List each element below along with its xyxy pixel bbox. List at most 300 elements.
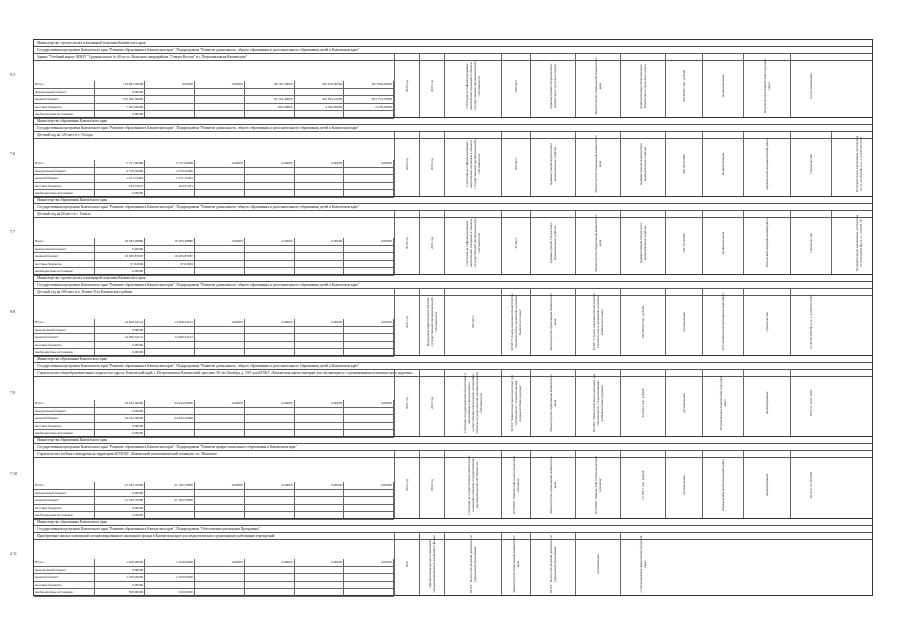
attribute-text: Положительное заключение экспертизы от 02.03.2018 № 41-1-1-3-0005-18 [855,214,863,271]
financing-value: 1 050,00000 [145,559,195,566]
attribute-cell [620,370,665,436]
financing-row [34,490,394,498]
row-program: Государственная программа Камчатского края "Развитие образования в Камчатском крае". Подпрограмма "Обеспечение реализации Программы" [34,526,872,533]
financing-value [195,246,245,253]
row-program: Государственная программа Камчатского края "Развитие образования в Камчатском крае". Подпрограмма "Развитие дошкольного, общего образования и дополнительного образования детей в Камчатском крае" [34,204,872,211]
attribute-text: Администрация Карагинского муниципального района [549,142,557,186]
attribute-cell [665,54,702,117]
financing-label: Итого [34,319,95,326]
attribute-cell [620,211,665,274]
financing-value [145,490,195,497]
attribute-cell [665,289,702,355]
row-object: Приобретение жилых помещений специализированного жилищного фонда в Камчатском крае для педагогических и руководящих работников учреждений [34,533,872,540]
row-program: Государственная программа Камчатского края "Развитие образования в Камчатском крае". Подпрограмма "Развитие дошкольного, общего образования и дополнительного образования детей в Камчатском крае" [34,363,872,370]
financing-value [344,175,394,182]
financing-value: 0,00000 [95,268,145,275]
table-row [10,355,873,436]
financing-value: 0,00000 [245,400,295,407]
financing-value: 0,00000 [295,400,345,407]
attribute-text: Субсидия на софинансирование капитальных вложений в объекты государственной (муниципальной) собственности [465,139,481,189]
financing-value [145,327,195,334]
financing-value: 0,00000 [95,430,145,437]
row-header: Министерство образования Камчатского края [34,356,872,363]
financing-value [145,582,195,589]
table-row [10,274,873,355]
row-header: Министерство образования Камчатского края [34,437,872,444]
financing-value: 19 583,48880 [145,238,195,245]
attribute-text: Министерство образования Камчатского края [549,293,557,351]
financing-value [344,423,394,430]
attribute-cell [530,451,575,518]
financing-value: 5 727,09489 [95,160,145,167]
financing-label: краевой бюджет [34,415,95,422]
attribute-cell [444,54,501,117]
financing-value: 0,00000 [295,160,345,167]
financing-value: 21 182,70000 [145,497,195,504]
attribute-cell [702,370,743,436]
financing-value: 19 583,48880 [95,238,145,245]
financing-value: 435 874,10000 [295,96,345,103]
attribute-text: после заключения [809,72,813,99]
attribute-text: КГКУ "Центр обеспечения деятельности учреждений образования" [469,535,477,593]
row-object: Детский сад на 120 мест в с. Оссора [34,132,872,139]
attribute-cell [831,132,886,196]
attribute-cell [444,370,501,436]
row-number: 2.11 [10,550,17,556]
financing-value [344,408,394,415]
attribute-text: г. Петропавловск-Камчатский городской округ [639,535,647,593]
attribute-text: КГПОБУ "Камчатский политехнический техникум" [512,455,520,514]
financing-label: Итого [34,238,95,245]
attribute-cell [575,451,620,518]
attribute-text: Администрация Тигильского муниципального района [549,222,557,263]
financing-value: 164,57941 [95,183,145,190]
financing-value [195,415,245,422]
financing-value: 0,00000 [95,89,145,96]
attribute-cell [501,132,530,196]
financing-value: 0,00000 [95,342,145,349]
attribute-cell [419,533,444,595]
attribute-columns [394,132,872,196]
row-header: Министерство образования Камчатского края [34,197,872,204]
financing-label: местные бюджеты [34,505,95,512]
financing-value: 4 564,90000 [295,104,345,111]
financing-value [344,342,394,349]
attribute-cell [790,370,831,436]
financing-value [344,567,394,574]
attribute-cell [702,451,743,518]
financing-value: 0,00000 [344,482,394,489]
financing-value [195,582,245,589]
financing-value [295,175,345,182]
financing-value [344,574,394,581]
financing-value [245,334,295,341]
financing-row [34,261,394,269]
attribute-text: строительство [809,153,813,175]
attribute-text: региональная [596,554,600,574]
financing-value [295,582,345,589]
financing-value [295,574,345,581]
financing-row [34,497,394,505]
financing-label: федеральный бюджет [34,89,95,96]
financing-value: 300,00000 [95,589,145,596]
attribute-cell [575,211,620,274]
attribute-cell [530,132,575,196]
financing-row [34,246,394,254]
attribute-text: Субсидии государственным бюджетным и автономным учреждениям на осуществление капитальных вложений в объекты государственной (муниципальной) собственности [463,372,483,434]
financing-value: 0,00000 [95,349,145,356]
financing-row [34,589,394,597]
financing-value [344,168,394,175]
attribute-cell [530,533,575,595]
financing-value: 43 735,40000 [245,96,295,103]
financing-value [195,327,245,334]
financing-value [145,567,195,574]
attribute-text: муниципальная [721,74,725,97]
attribute-text: 460 мест [514,79,518,92]
financing-row [34,238,394,246]
financing-value: 14 666,54741 [95,319,145,326]
financing-value: 710 963,30000 [95,81,145,88]
financing-label: местные бюджеты [34,423,95,430]
attribute-columns [394,211,872,274]
attribute-text: 200 мест [514,157,518,171]
financing-value: 21 182,70000 [145,482,195,489]
attribute-text: Субсидии на осуществление капитальных вложений в объекты государственной (муниципальной) собственности [467,454,479,515]
financing-value: 0,00000 [245,319,295,326]
row-object: Детский сад на 200 мест в п. Ключи Усть-Камчатского района [34,289,872,296]
attribute-cell [444,211,501,274]
row-object: Детский сад на 60 мест в с. Тигиль [34,211,872,218]
financing-value [195,408,245,415]
financing-value [195,261,245,268]
row-header: Министерство строительства и жилищной политики Камчатского края [34,40,872,47]
financing-value: 4 579,36490 [145,168,195,175]
attribute-cell [620,533,665,595]
financing-value [295,415,345,422]
financing-value: 0,00000 [344,160,394,167]
financing-label: краевой бюджет [34,253,95,260]
financing-value [295,334,345,341]
row-program: Государственная программа Камчатского края "Развитие образования в Камчатском крае". Подпрограмма "Развитие дошкольного, общего образования и дополнительного образования детей в Камчатском крае" [34,282,872,289]
financing-value: 21 182,70000 [95,497,145,504]
financing-value [145,246,195,253]
financing-value [195,342,245,349]
financing-label: федеральный бюджет [34,408,95,415]
financing-label: федеральный бюджет [34,246,95,253]
row-number: 9.5 [10,72,15,78]
attribute-text: Администрация Петропавловск-Камчатского городского округа [639,62,647,109]
row-object: Строительство учебного автодрома на территории КГПОБУ «Камчатский политехнический техникум» в г. Мильково [34,451,872,458]
financing-row [34,327,394,335]
financing-value [245,342,295,349]
financing-value: 34 634,30000 [95,415,145,422]
financing-value [295,327,345,334]
attribute-cell [501,289,530,355]
financing-row [34,423,394,431]
financing-value: 0,00000 [95,505,145,512]
attribute-text: КГКУ "Камчатская школа-интернат для обучающихся с ограниченными возможностями здоровья" [510,375,522,431]
financing-row [34,559,394,567]
attribute-text: Министерство образования Камчатского края [594,56,602,115]
financing-value [245,574,295,581]
financing-value [245,253,295,260]
attribute-text: от 30.09.2020 № 41-1-1-3-048310-2020 [809,295,813,349]
financing-value [245,168,295,175]
attribute-text: 445 868,09 тыс. рублей [641,305,645,339]
financing-value: 0,00000 [95,423,145,430]
financing-row [34,183,394,191]
financing-value [195,589,245,596]
attribute-text: Положительное заключение экспертизы от 21.10.2019 № 41-1-1-3-030123-2019 [855,135,863,193]
financing-label: федеральный бюджет [34,327,95,334]
table-row [10,436,873,518]
financing-value: 0,00000 [344,400,394,407]
financing-value [295,253,345,260]
financing-value [195,574,245,581]
financing-value: 97,61849 [145,261,195,268]
financing-value: 0,00000 [95,190,145,197]
financing-row [34,342,394,350]
financing-value: 4 579,36490 [95,168,145,175]
financing-label: внебюджетные источники [34,589,95,596]
financing-value [195,253,245,260]
financing-value [245,490,295,497]
financing-value: 0,00000 [195,81,245,88]
financing-value: 0,00000 [195,319,245,326]
financing-value [245,183,295,190]
attribute-text: 2020 год [430,478,434,491]
financing-value [245,175,295,182]
financing-value [344,582,394,589]
attribute-cell [530,289,575,355]
attribute-cell [665,451,702,518]
financing-value [295,342,345,349]
attribute-cell [575,370,620,436]
financing-value: 0,00000 [245,238,295,245]
financing-value [195,175,245,182]
financing-value [344,89,394,96]
row-number: 9.8 [10,308,15,314]
attribute-text: Министерство образования Камчатского края [512,535,520,593]
financing-row [34,505,394,513]
attribute-text: 2020 год [405,79,409,92]
row-header: Министерство образования Камчатского края [34,519,872,526]
financing-value [245,415,295,422]
financing-value: 19 485,87087 [95,253,145,260]
financing-table [34,160,394,198]
attribute-cell [620,289,665,355]
attribute-text: 704 964,01 тыс. рублей [682,69,686,102]
financing-value: 0,00000 [95,582,145,589]
attribute-cell [501,370,530,436]
financing-value: 250,00000 [145,589,195,596]
attribute-text: 165 752,49600 [682,232,686,253]
financing-value [245,497,295,504]
attribute-cell [394,54,419,117]
row-object: Здание "Учебный корпус МБОУ "Средняя школа № 40 по ул. Вольского микрорайона "Северо-Восток" в г. Петропавловске-Камчатском" [34,54,872,61]
financing-row [34,574,394,582]
financing-label: Итого [34,81,95,88]
financing-value [195,334,245,341]
attribute-text: Министерство образования Камчатского края [594,135,602,193]
attribute-cell [444,451,501,518]
attribute-cell [501,451,530,518]
attribute-text: Министерство образования Камчатского края [549,374,557,432]
financing-value: 7 603,00000 [95,104,145,111]
financing-value [245,246,295,253]
financing-value: 34 634,30000 [145,400,195,407]
financing-label: краевой бюджет [34,175,95,182]
attribute-cell [394,370,419,436]
financing-value: 0,00000 [145,81,195,88]
attribute-text: муниципальная [721,153,725,175]
attribute-cell [702,54,743,117]
attribute-cell [575,289,620,355]
financing-value: 97,61849 [95,261,145,268]
financing-value: 207 836,00000 [344,81,394,88]
financing-value [344,505,394,512]
financing-value [344,490,394,497]
attribute-text: КГПОБУ "Камчатский политехнический техникум" [594,455,602,514]
financing-value: 450 670,00000 [295,81,345,88]
financing-value [295,261,345,268]
attribute-text: 2019 год [405,236,409,249]
financing-value: 0,00000 [344,559,394,566]
financing-value [344,253,394,260]
financing-label: местные бюджеты [34,104,95,111]
financing-row [34,253,394,261]
financing-value [295,497,345,504]
attribute-text: 2021 год [405,316,409,328]
financing-value [295,183,345,190]
financing-value: 0,00000 [295,238,345,245]
financing-label: Итого [34,400,95,407]
attribute-cell [665,370,702,436]
row-number: 7.9 [10,389,15,395]
financing-value: 0,00000 [245,559,295,566]
financing-value: 0,00000 [245,482,295,489]
row-program: Государственная программа Камчатского края "Развитие образования в Камчатском крае". Подпрограмма "Развитие дошкольного, общего образования и дополнительного образования детей в Камчатском крае" [34,125,872,132]
financing-value: 0,00000 [195,559,245,566]
financing-value [145,104,195,111]
attribute-cell [575,533,620,595]
attribute-text: ПСД от 31.08.2020 [809,471,813,498]
financing-value: 0,00000 [95,327,145,334]
attribute-text: 2023 год [430,397,434,409]
attribute-cell [702,211,743,274]
financing-value: 703 360,36000 [95,96,145,103]
financing-value: 164,57941 [145,183,195,190]
attribute-cell [743,132,790,196]
financing-value [195,96,245,103]
financing-label: федеральный бюджет [34,168,95,175]
financing-value: 14 666,54741 [95,334,145,341]
attribute-cell [575,132,620,196]
financing-value: 1 050,00000 [95,559,145,566]
row-object: Строительство общеобразовательного корпуса по адресу: Камчатский край, г. Петропавловск-Камчатский, проспект 50 лет Октября, д. 19/5 для КГОБУ «Камчатская школа-интернат для обучающихся с ограниченными возможностями здоровья» [34,370,872,377]
financing-value: 2 078,30000 [344,104,394,111]
attribute-cell [743,211,790,274]
financing-value: 0,00000 [195,482,245,489]
financing-label: Итого [34,160,95,167]
attribute-text: 2021 [405,560,409,568]
financing-value [195,497,245,504]
attribute-text: 2021 год [430,236,434,249]
financing-label: местные бюджеты [34,261,95,268]
attribute-text: Мильковский муниципальный район [721,458,725,511]
financing-value [195,505,245,512]
attribute-columns [394,370,872,436]
financing-value [145,342,195,349]
financing-value: 0,00000 [295,559,345,566]
financing-value [195,490,245,497]
attribute-text: Администрация Карагинского муниципального района [639,142,647,186]
financing-value [344,246,394,253]
attribute-cell [444,533,501,595]
attribute-text: муниципальная [721,231,725,254]
financing-value [295,567,345,574]
row-program: Государственная программа Камчатского края "Развитие образования в Камчатском крае". Подпрограмма "Развитие дошкольного, общего образования и дополнительного образования детей в Камчатском крае" [34,47,872,54]
attribute-text: Бюджетные инвестиции в объекты государственной (муниципальной) собственности [426,297,438,347]
attribute-text: КГКУ "Центр обеспечения деятельности учреждений образования" [549,535,557,593]
financing-label: Итого [34,482,95,489]
attribute-cell [444,289,501,355]
financing-value: 34 634,30000 [145,415,195,422]
attribute-cell [419,132,444,196]
row-number: 7.7 [10,229,15,235]
table-row [10,117,873,196]
financing-label: местные бюджеты [34,342,95,349]
financing-value: 34 634,30000 [95,400,145,407]
attribute-columns [394,451,872,518]
financing-row [34,408,394,416]
financing-label: федеральный бюджет [34,490,95,497]
financing-value: 0,00000 [95,512,145,519]
attribute-cell [743,289,790,355]
financing-label: внебюджетные источники [34,349,95,356]
financing-row [34,89,394,97]
row-header: Министерство строительства и жилищной политики Камчатского края [34,275,872,282]
table-row [10,518,873,596]
financing-value [245,423,295,430]
financing-label: внебюджетные источники [34,111,95,118]
attribute-text: 409 290,54400 [682,154,686,174]
attribute-cell [419,54,444,117]
financing-value [145,89,195,96]
attribute-cell [419,211,444,274]
financing-table [34,319,394,357]
financing-value: 0,00000 [295,319,345,326]
financing-value [195,168,245,175]
attribute-text: КГКУ "Служба заказчика Министерства строительства и жилищной политики Камчатского края" [592,293,604,351]
financing-value: 0,00000 [95,567,145,574]
financing-label: краевой бюджет [34,574,95,581]
financing-value [245,589,295,596]
attribute-text: строительство [809,232,813,253]
financing-label: федеральный бюджет [34,567,95,574]
attribute-cell [444,132,501,196]
attribute-columns [394,533,872,595]
attribute-text: Субсидия на софинансирование капитальных вложений в объекты государственной (муниципальной) собственности [465,218,481,267]
attribute-cell [394,533,419,595]
attribute-cell [665,211,702,274]
attribute-cell [419,370,444,436]
financing-value [195,567,245,574]
attribute-text: 2022 год [405,478,409,491]
attribute-text: Петропавловск-Камчатский городской округ [763,58,771,113]
row-number: 7.10 [10,471,17,477]
